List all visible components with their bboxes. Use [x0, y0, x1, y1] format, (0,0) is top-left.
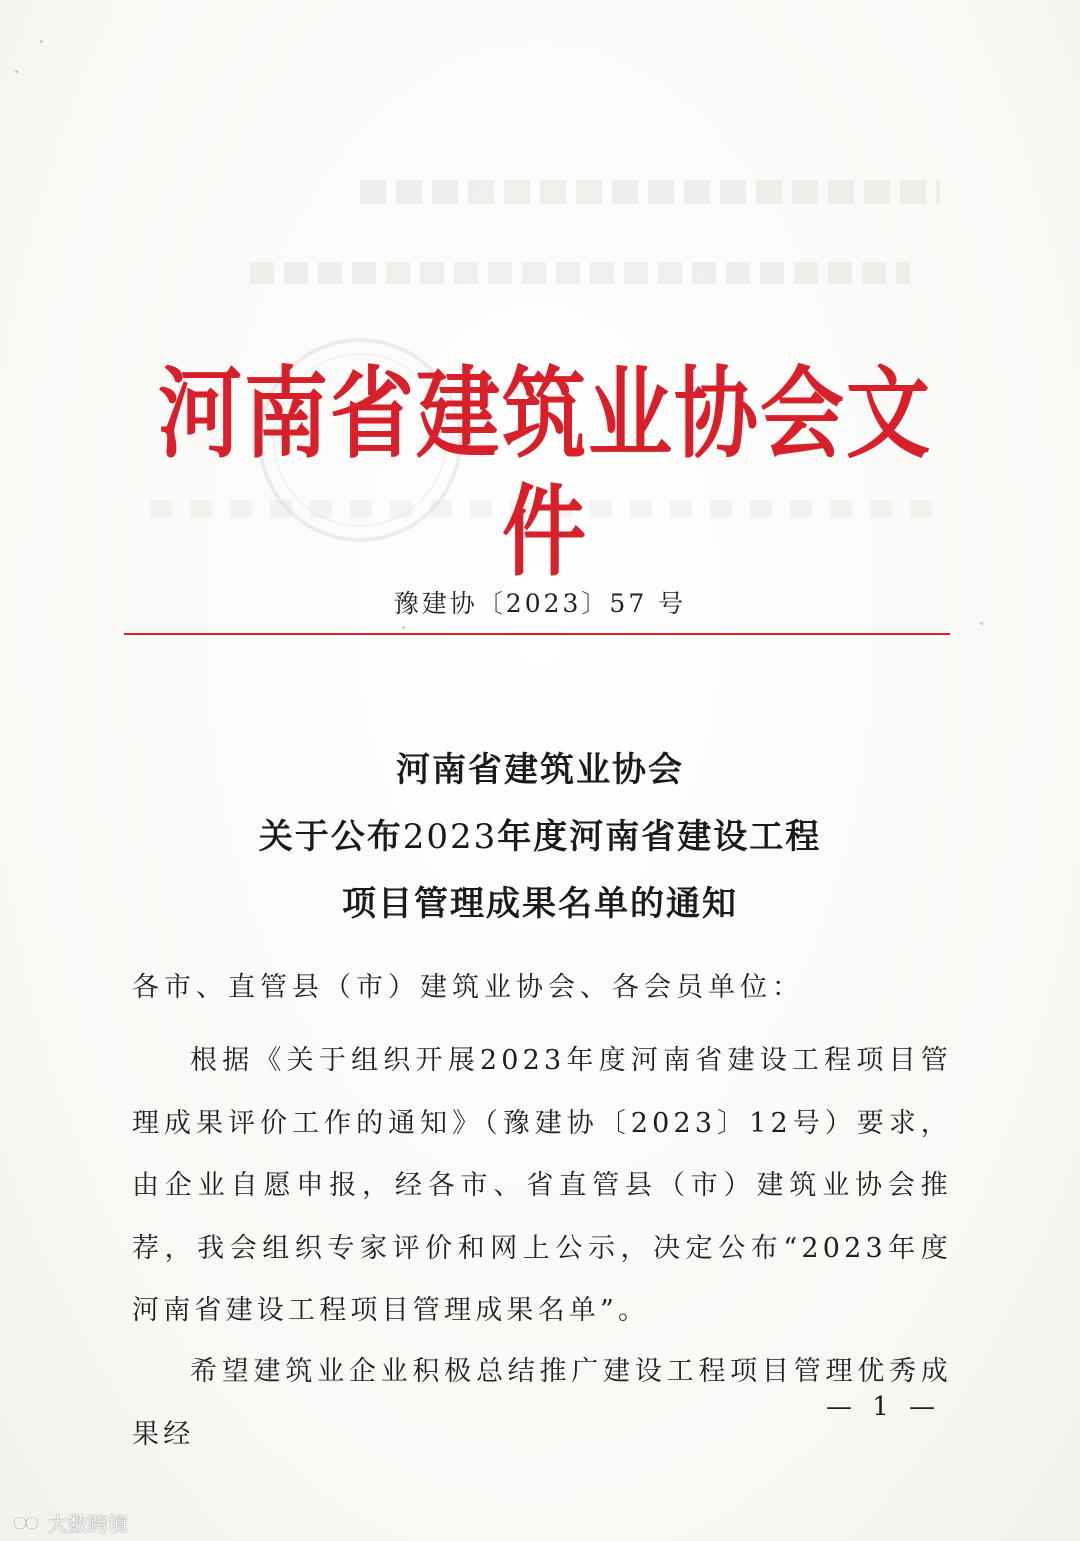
scan-speck: [402, 626, 405, 629]
scan-speck: [15, 70, 18, 73]
masthead-title: 河南省建筑业协会文件: [157, 356, 932, 590]
source-watermark: [12, 1508, 128, 1537]
body-paragraph-1: 根据《关于组织开展2023年度河南省建设工程项目管理成果评价工作的通知》（豫建协〔2023〕12号）要求，由企业自愿申报，经各市、省直管县（市）建筑业协会推荐，我会组织专家评价和网上公示，决定公布“2023年度河南省建设工程项目管理成果名单”。: [132, 1045, 952, 1326]
title-line-2-year: 2023: [402, 817, 498, 857]
notice-title-line-3: 项目管理成果名单的通知: [342, 884, 738, 924]
scan-speck: [40, 40, 43, 43]
title-line-2-suffix: 年度河南省建设工程: [497, 817, 822, 857]
watermark-text: 大数跨境: [48, 1512, 128, 1536]
document-number: 豫建协〔2023〕57 号: [393, 589, 687, 618]
notice-title-line-2: [0, 809, 1080, 858]
bleed-line: [360, 180, 940, 204]
notice-title-line-1: 河南省建筑业协会: [396, 750, 684, 790]
watermark-logo-icon: [12, 1512, 42, 1534]
red-separator-line: [124, 633, 950, 635]
scan-speck: [980, 622, 983, 625]
page-number: — 1 —: [826, 1392, 942, 1422]
bleed-line: [250, 262, 910, 284]
title-line-2-prefix: 关于公布: [258, 817, 403, 857]
body-paragraph-2: 希望建筑业企业积极总结推广建设工程项目管理优秀成果经: [132, 1356, 952, 1450]
addressee-line: 各市、直管县（市）建筑业协会、各会员单位：: [132, 972, 804, 1003]
